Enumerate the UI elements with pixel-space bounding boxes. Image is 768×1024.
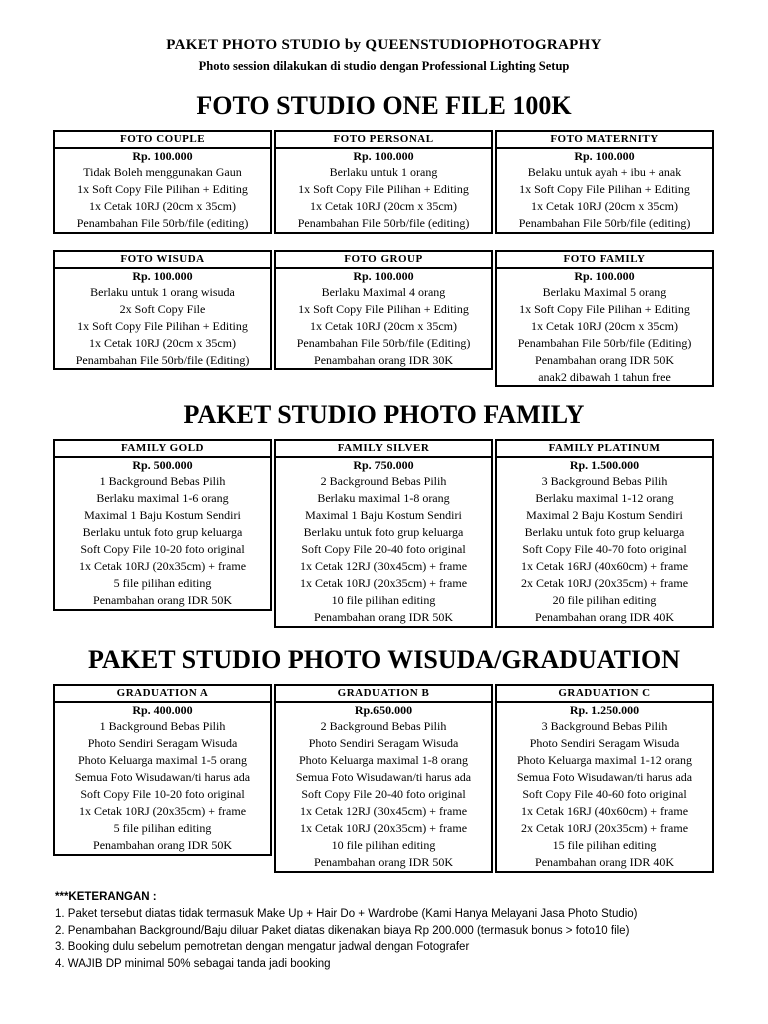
package-detail: 1x Soft Copy File Pilihan + Editing (519, 182, 690, 196)
package-detail: Semua Foto Wisudawan/ti harus ada (516, 770, 693, 784)
package-detail: Penambahan orang IDR 50K (535, 353, 674, 367)
package-detail: Berlaku untuk foto grup keluarga (82, 525, 243, 539)
package-detail: Berlaku Maximal 4 orang (321, 285, 446, 299)
package-detail: Berlaku untuk foto grup keluarga (524, 525, 685, 539)
page-title: PAKET PHOTO STUDIO by QUEENSTUDIOPHOTOGRAPHY (166, 37, 602, 53)
package-detail: 1x Cetak 10RJ (20cm x 35cm) (310, 319, 457, 333)
package-name: FOTO MATERNITY (497, 132, 712, 149)
package-price: Rp. 100.000 (353, 149, 414, 163)
package-detail: 1x Cetak 10RJ (20cm x 35cm) (89, 336, 236, 350)
package-detail: 3 Background Bebas Pilih (541, 719, 668, 733)
package-name: GRADUATION A (55, 686, 270, 703)
package-foto-group (274, 250, 493, 370)
package-detail: 15 file pilihan editing (552, 838, 657, 852)
section-title-family: PAKET STUDIO PHOTO FAMILY (183, 400, 585, 429)
package-detail: 1x Soft Copy File Pilihan + Editing (519, 302, 690, 316)
package-detail: Penambahan File 50rb/file (editing) (76, 216, 249, 230)
package-detail: Semua Foto Wisudawan/ti harus ada (74, 770, 251, 784)
package-detail: 2x Cetak 10RJ (20x35cm) + frame (520, 576, 689, 590)
package-detail: Penambahan orang IDR 40K (535, 855, 674, 869)
note-item: 2. Penambahan Background/Baju diluar Paket diatas dikenakan biaya Rp 200.000 (termasuk bonus > foto10 file) (55, 924, 630, 937)
package-graduation-c (495, 684, 714, 873)
package-detail: Soft Copy File 10-20 foto original (80, 787, 245, 801)
package-name: FOTO WISUDA (55, 252, 270, 269)
package-graduation-b (274, 684, 493, 873)
note-item: 3. Booking dulu sebelum pemotretan dengan mengatur jadwal dengan Fotografer (55, 941, 470, 953)
package-detail: Berlaku maximal 1-12 orang (535, 491, 674, 505)
package-detail: Berlaku Maximal 5 orang (542, 285, 667, 299)
package-detail: 1 Background Bebas Pilih (99, 719, 226, 733)
package-price: Rp. 100.000 (132, 269, 193, 283)
package-detail: Soft Copy File 40-70 foto original (522, 542, 687, 556)
package-detail: Berlaku untuk 1 orang (329, 165, 438, 179)
package-detail: Soft Copy File 20-40 foto original (301, 787, 466, 801)
package-detail: Penambahan orang IDR 50K (93, 593, 232, 607)
package-detail: Berlaku untuk foto grup keluarga (303, 525, 464, 539)
package-detail: 1x Cetak 16RJ (40x60cm) + frame (520, 804, 689, 818)
package-detail: 1x Soft Copy File Pilihan + Editing (298, 302, 469, 316)
package-foto-personal (274, 130, 493, 234)
page-subtitle: Photo session dilakukan di studio dengan Professional Lighting Setup (198, 59, 570, 73)
package-detail: Penambahan File 50rb/file (editing) (297, 216, 470, 230)
package-graduation-a (53, 684, 272, 856)
package-detail: 1x Cetak 10RJ (20x35cm) + frame (78, 804, 247, 818)
package-family-gold (53, 439, 272, 611)
package-name: FOTO FAMILY (497, 252, 712, 269)
package-price: Rp. 1.500.000 (569, 458, 640, 472)
package-detail: Photo Keluarga maximal 1-5 orang (77, 753, 248, 767)
package-detail: Soft Copy File 10-20 foto original (80, 542, 245, 556)
package-detail: Berlaku maximal 1-6 orang (96, 491, 229, 505)
package-detail: 5 file pilihan editing (113, 821, 212, 835)
package-detail: Penambahan orang IDR 40K (535, 610, 674, 624)
package-detail: 1x Cetak 10RJ (20x35cm) + frame (299, 821, 468, 835)
package-foto-family (495, 250, 714, 387)
package-detail: 1x Cetak 10RJ (20cm x 35cm) (310, 199, 457, 213)
package-detail: 2x Cetak 10RJ (20x35cm) + frame (520, 821, 689, 835)
package-detail: 1x Cetak 10RJ (20cm x 35cm) (89, 199, 236, 213)
package-name: FOTO COUPLE (55, 132, 270, 149)
package-name: FOTO GROUP (276, 252, 491, 269)
package-name: GRADUATION C (497, 686, 712, 703)
notes-section (55, 889, 745, 972)
package-detail: Semua Foto Wisudawan/ti harus ada (295, 770, 472, 784)
package-name: FAMILY SILVER (276, 441, 491, 458)
package-price: Rp. 400.000 (132, 703, 193, 717)
package-detail: 20 file pilihan editing (552, 593, 657, 607)
package-detail: Penambahan File 50rb/file (Editing) (296, 336, 471, 350)
note-item: 4. WAJIB DP minimal 50% sebagai tanda jadi booking (55, 957, 331, 970)
note-item: 1. Paket tersebut diatas tidak termasuk Make Up + Hair Do + Wardrobe (Kami Hanya Melayani Jasa Photo Studio) (55, 908, 638, 920)
package-detail: 1x Soft Copy File Pilihan + Editing (77, 319, 248, 333)
package-detail: Belaku untuk ayah + ibu + anak (527, 165, 682, 179)
package-detail: 10 file pilihan editing (331, 838, 436, 852)
package-detail: 1x Cetak 12RJ (30x45cm) + frame (299, 804, 468, 818)
package-detail: 1 Background Bebas Pilih (99, 474, 226, 488)
section-title-graduation: PAKET STUDIO PHOTO WISUDA/GRADUATION (87, 645, 681, 674)
package-detail: 3 Background Bebas Pilih (541, 474, 668, 488)
package-detail: Maximal 2 Baju Kostum Sendiri (526, 508, 683, 522)
package-family-silver (274, 439, 493, 628)
package-detail: 1x Cetak 10RJ (20cm x 35cm) (531, 319, 678, 333)
package-detail: Penambahan File 50rb/file (Editing) (517, 336, 692, 350)
package-detail: 1x Cetak 16RJ (40x60cm) + frame (520, 559, 689, 573)
package-price: Rp. 100.000 (574, 149, 635, 163)
package-detail: Tidak Boleh menggunakan Gaun (83, 165, 242, 179)
package-price: Rp. 750.000 (353, 458, 414, 472)
package-detail: Photo Sendiri Seragam Wisuda (87, 736, 238, 750)
package-detail: 1x Cetak 10RJ (20x35cm) + frame (78, 559, 247, 573)
notes-title: ***KETERANGAN : (55, 891, 157, 903)
package-detail: Soft Copy File 40-60 foto original (522, 787, 687, 801)
package-price: Rp. 100.000 (353, 269, 414, 283)
package-detail: 1x Soft Copy File Pilihan + Editing (298, 182, 469, 196)
package-name: FAMILY PLATINUM (497, 441, 712, 458)
package-foto-maternity (495, 130, 714, 234)
package-detail: Berlaku untuk 1 orang wisuda (90, 285, 235, 299)
package-detail: anak2 dibawah 1 tahun free (538, 370, 671, 384)
package-detail: 1x Cetak 10RJ (20x35cm) + frame (299, 576, 468, 590)
package-detail: Maximal 1 Baju Kostum Sendiri (305, 508, 462, 522)
package-detail: Photo Sendiri Seragam Wisuda (308, 736, 459, 750)
package-price: Rp.650.000 (354, 703, 413, 717)
package-name: FAMILY GOLD (55, 441, 270, 458)
section-title-one-file: FOTO STUDIO ONE FILE 100K (196, 91, 572, 120)
package-detail: Penambahan orang IDR 30K (314, 353, 453, 367)
package-detail: 1x Soft Copy File Pilihan + Editing (77, 182, 248, 196)
package-detail: Photo Sendiri Seragam Wisuda (529, 736, 680, 750)
package-name: GRADUATION B (276, 686, 491, 703)
package-price: Rp. 500.000 (132, 458, 193, 472)
package-price: Rp. 1.250.000 (569, 703, 640, 717)
package-detail: Penambahan orang IDR 50K (314, 610, 453, 624)
package-detail: Penambahan orang IDR 50K (93, 838, 232, 852)
package-foto-wisuda (53, 250, 272, 370)
package-name: FOTO PERSONAL (276, 132, 491, 149)
package-detail: Maximal 1 Baju Kostum Sendiri (84, 508, 241, 522)
package-detail: 2x Soft Copy File (119, 302, 206, 316)
package-family-platinum (495, 439, 714, 628)
package-detail: 5 file pilihan editing (113, 576, 212, 590)
package-foto-couple (53, 130, 272, 234)
package-detail: Penambahan File 50rb/file (editing) (518, 216, 691, 230)
package-price: Rp. 100.000 (574, 269, 635, 283)
package-detail: Berlaku maximal 1-8 orang (317, 491, 450, 505)
package-detail: 1x Cetak 10RJ (20cm x 35cm) (531, 199, 678, 213)
package-detail: Penambahan orang IDR 50K (314, 855, 453, 869)
package-detail: Soft Copy File 20-40 foto original (301, 542, 466, 556)
package-price: Rp. 100.000 (132, 149, 193, 163)
package-detail: Photo Keluarga maximal 1-12 orang (516, 753, 693, 767)
package-detail: 2 Background Bebas Pilih (320, 719, 447, 733)
package-detail: 2 Background Bebas Pilih (320, 474, 447, 488)
package-detail: Penambahan File 50rb/file (Editing) (75, 353, 250, 367)
package-detail: Photo Keluarga maximal 1-8 orang (298, 753, 469, 767)
package-detail: 1x Cetak 12RJ (30x45cm) + frame (299, 559, 468, 573)
package-detail: 10 file pilihan editing (331, 593, 436, 607)
